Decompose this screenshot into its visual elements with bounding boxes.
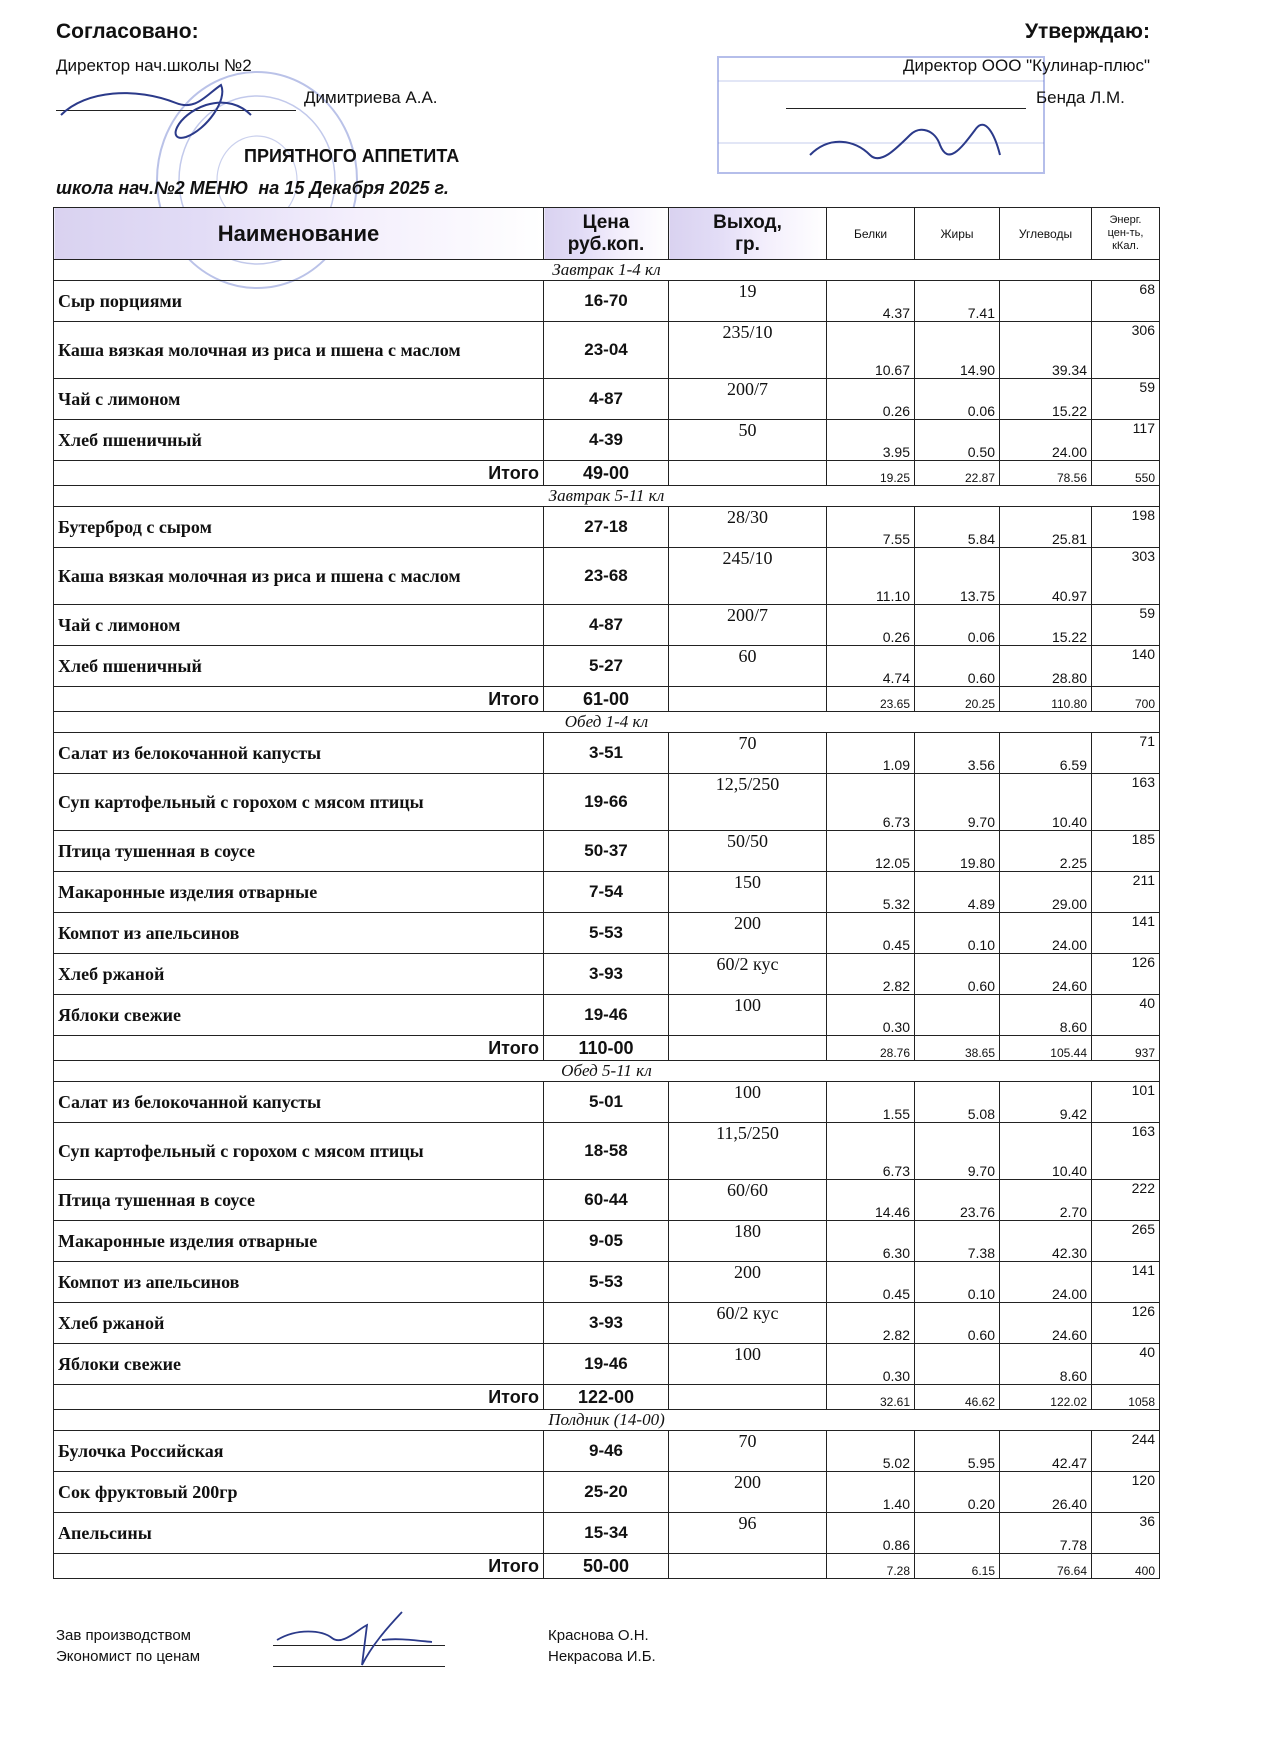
total-protein: 32.61 bbox=[827, 1385, 915, 1410]
dish-weight: 100 bbox=[669, 1082, 827, 1123]
total-label: Итого bbox=[54, 1385, 544, 1410]
dish-name: Сыр порциями bbox=[54, 281, 544, 322]
total-kcal: 1058 bbox=[1092, 1385, 1160, 1410]
dish-name: Хлеб пшеничный bbox=[54, 646, 544, 687]
dish-price: 16-70 bbox=[544, 281, 669, 322]
total-price: 49-00 bbox=[544, 461, 669, 486]
dish-price: 23-68 bbox=[544, 548, 669, 605]
total-row bbox=[54, 1036, 1160, 1061]
dish-name: Суп картофельный с горохом с мясом птицы bbox=[54, 774, 544, 831]
table-row bbox=[54, 548, 1160, 605]
section-title: Завтрак 5-11 кл bbox=[54, 486, 1160, 507]
table-row bbox=[54, 1082, 1160, 1123]
dish-kcal: 198 bbox=[1092, 507, 1160, 548]
table-row bbox=[54, 646, 1160, 687]
section-title: Обед 1-4 кл bbox=[54, 712, 1160, 733]
footer-name-1: Краснова О.Н. bbox=[548, 1627, 649, 1644]
dish-carbs: 8.60 bbox=[1000, 1344, 1092, 1385]
dish-kcal: 141 bbox=[1092, 1262, 1160, 1303]
total-carbs: 105.44 bbox=[1000, 1036, 1092, 1061]
dish-name: Чай с лимоном bbox=[54, 605, 544, 646]
dish-kcal: 101 bbox=[1092, 1082, 1160, 1123]
dish-weight: 60 bbox=[669, 646, 827, 687]
dish-carbs: 39.34 bbox=[1000, 322, 1092, 379]
section-title: Полдник (14-00) bbox=[54, 1410, 1160, 1431]
dish-name: Яблоки свежие bbox=[54, 1344, 544, 1385]
header-name-label: Наименование bbox=[217, 220, 380, 246]
dish-weight: 235/10 bbox=[669, 322, 827, 379]
agreed-signature bbox=[56, 75, 256, 150]
header-energy-l3: кКал. bbox=[1112, 240, 1139, 252]
total-fat: 46.62 bbox=[915, 1385, 1000, 1410]
dish-protein: 6.73 bbox=[827, 774, 915, 831]
dish-protein: 0.86 bbox=[827, 1513, 915, 1554]
total-weight-empty bbox=[669, 1036, 827, 1061]
dish-weight: 50/50 bbox=[669, 831, 827, 872]
dish-fat: 5.84 bbox=[915, 507, 1000, 548]
dish-protein: 4.37 bbox=[827, 281, 915, 322]
dish-weight: 70 bbox=[669, 733, 827, 774]
dish-kcal: 141 bbox=[1092, 913, 1160, 954]
total-weight-empty bbox=[669, 1385, 827, 1410]
total-row bbox=[54, 1554, 1160, 1579]
dish-name: Каша вязкая молочная из риса и пшена с маслом bbox=[54, 548, 544, 605]
dish-kcal: 244 bbox=[1092, 1431, 1160, 1472]
header-price-l1: Цена bbox=[582, 211, 630, 233]
total-fat: 38.65 bbox=[915, 1036, 1000, 1061]
dish-fat: 0.60 bbox=[915, 954, 1000, 995]
dish-protein: 2.82 bbox=[827, 954, 915, 995]
dish-kcal: 126 bbox=[1092, 1303, 1160, 1344]
table-row bbox=[54, 1123, 1160, 1180]
table-row bbox=[54, 1180, 1160, 1221]
dish-protein: 0.45 bbox=[827, 1262, 915, 1303]
dish-fat: 0.10 bbox=[915, 913, 1000, 954]
total-protein: 7.28 bbox=[827, 1554, 915, 1579]
footer-signature-line-2 bbox=[273, 1666, 445, 1667]
footer-role-2: Экономист по ценам bbox=[56, 1648, 201, 1665]
dish-kcal: 211 bbox=[1092, 872, 1160, 913]
dish-price: 5-27 bbox=[544, 646, 669, 687]
dish-price: 5-01 bbox=[544, 1082, 669, 1123]
dish-price: 4-39 bbox=[544, 420, 669, 461]
dish-name: Булочка Российская bbox=[54, 1431, 544, 1472]
dish-carbs: 42.47 bbox=[1000, 1431, 1092, 1472]
total-price: 122-00 bbox=[544, 1385, 669, 1410]
dish-carbs: 6.59 bbox=[1000, 733, 1092, 774]
approve-name: Бенда Л.М. bbox=[1036, 88, 1125, 107]
footer-signature-line-1 bbox=[273, 1645, 445, 1646]
table-row bbox=[54, 774, 1160, 831]
total-kcal: 937 bbox=[1092, 1036, 1160, 1061]
table-row bbox=[54, 281, 1160, 322]
agreed-signature-line bbox=[56, 110, 296, 111]
header-energy-l1: Энерг. bbox=[1109, 214, 1142, 226]
dish-price: 50-37 bbox=[544, 831, 669, 872]
table-row bbox=[54, 831, 1160, 872]
dish-weight: 150 bbox=[669, 872, 827, 913]
total-price: 50-00 bbox=[544, 1554, 669, 1579]
dish-name: Хлеб ржаной bbox=[54, 954, 544, 995]
dish-weight: 180 bbox=[669, 1221, 827, 1262]
dish-carbs: 2.70 bbox=[1000, 1180, 1092, 1221]
dish-fat: 7.41 bbox=[915, 281, 1000, 322]
approve-role: Директор ООО "Кулинар-плюс" bbox=[902, 56, 1150, 75]
dish-price: 4-87 bbox=[544, 379, 669, 420]
dish-name: Чай с лимоном bbox=[54, 379, 544, 420]
table-row bbox=[54, 1472, 1160, 1513]
footer-name-2: Некрасова И.Б. bbox=[548, 1648, 656, 1665]
dish-price: 9-05 bbox=[544, 1221, 669, 1262]
dish-carbs: 26.40 bbox=[1000, 1472, 1092, 1513]
dish-name: Бутерброд с сыром bbox=[54, 507, 544, 548]
dish-kcal: 163 bbox=[1092, 774, 1160, 831]
dish-weight: 100 bbox=[669, 995, 827, 1036]
table-row bbox=[54, 605, 1160, 646]
dish-carbs: 24.60 bbox=[1000, 954, 1092, 995]
dish-price: 60-44 bbox=[544, 1180, 669, 1221]
total-weight-empty bbox=[669, 687, 827, 712]
dish-protein: 5.32 bbox=[827, 872, 915, 913]
greeting-title: ПРИЯТНОГО АППЕТИТА bbox=[244, 146, 460, 166]
header-energy bbox=[1092, 208, 1160, 260]
dish-kcal: 303 bbox=[1092, 548, 1160, 605]
total-label: Итого bbox=[54, 461, 544, 486]
dish-fat: 0.20 bbox=[915, 1472, 1000, 1513]
total-price: 110-00 bbox=[544, 1036, 669, 1061]
total-carbs: 76.64 bbox=[1000, 1554, 1092, 1579]
dish-protein: 14.46 bbox=[827, 1180, 915, 1221]
table-row bbox=[54, 1344, 1160, 1385]
dish-protein: 12.05 bbox=[827, 831, 915, 872]
dish-fat: 5.95 bbox=[915, 1431, 1000, 1472]
dish-protein: 1.40 bbox=[827, 1472, 915, 1513]
table-row bbox=[54, 954, 1160, 995]
dish-kcal: 222 bbox=[1092, 1180, 1160, 1221]
dish-fat: 9.70 bbox=[915, 1123, 1000, 1180]
total-weight-empty bbox=[669, 1554, 827, 1579]
total-protein: 19.25 bbox=[827, 461, 915, 486]
dish-carbs: 24.00 bbox=[1000, 420, 1092, 461]
dish-price: 3-51 bbox=[544, 733, 669, 774]
dish-weight: 100 bbox=[669, 1344, 827, 1385]
table-row bbox=[54, 872, 1160, 913]
dish-kcal: 117 bbox=[1092, 420, 1160, 461]
section-header-row bbox=[54, 1061, 1160, 1082]
dish-fat bbox=[915, 1513, 1000, 1554]
table-row bbox=[54, 420, 1160, 461]
dish-protein: 6.30 bbox=[827, 1221, 915, 1262]
table-row bbox=[54, 1262, 1160, 1303]
dish-kcal: 185 bbox=[1092, 831, 1160, 872]
dish-protein: 5.02 bbox=[827, 1431, 915, 1472]
section-title: Завтрак 1-4 кл bbox=[54, 260, 1160, 281]
dish-price: 5-53 bbox=[544, 913, 669, 954]
dish-carbs: 10.40 bbox=[1000, 774, 1092, 831]
dish-carbs: 28.80 bbox=[1000, 646, 1092, 687]
total-fat: 20.25 bbox=[915, 687, 1000, 712]
table-row bbox=[54, 995, 1160, 1036]
dish-carbs: 15.22 bbox=[1000, 379, 1092, 420]
dish-weight: 60/2 кус bbox=[669, 1303, 827, 1344]
header-weight bbox=[669, 208, 827, 260]
total-label: Итого bbox=[54, 1554, 544, 1579]
section-title: Обед 5-11 кл bbox=[54, 1061, 1160, 1082]
dish-carbs: 2.25 bbox=[1000, 831, 1092, 872]
dish-carbs: 7.78 bbox=[1000, 1513, 1092, 1554]
dish-kcal: 68 bbox=[1092, 281, 1160, 322]
dish-price: 9-46 bbox=[544, 1431, 669, 1472]
approve-title: Утверждаю: bbox=[1024, 20, 1150, 43]
dish-price: 3-93 bbox=[544, 1303, 669, 1344]
dish-name: Хлеб ржаной bbox=[54, 1303, 544, 1344]
total-fat: 6.15 bbox=[915, 1554, 1000, 1579]
dish-fat: 14.90 bbox=[915, 322, 1000, 379]
dish-carbs: 24.00 bbox=[1000, 1262, 1092, 1303]
dish-carbs: 25.81 bbox=[1000, 507, 1092, 548]
header-weight-l2: гр. bbox=[735, 233, 760, 255]
dish-weight: 19 bbox=[669, 281, 827, 322]
dish-price: 19-66 bbox=[544, 774, 669, 831]
dish-fat: 9.70 bbox=[915, 774, 1000, 831]
table-row bbox=[54, 507, 1160, 548]
dish-fat: 0.06 bbox=[915, 605, 1000, 646]
table-row bbox=[54, 1303, 1160, 1344]
dish-price: 4-87 bbox=[544, 605, 669, 646]
total-kcal: 550 bbox=[1092, 461, 1160, 486]
dish-carbs: 24.00 bbox=[1000, 913, 1092, 954]
section-header-row bbox=[54, 1410, 1160, 1431]
dish-kcal: 71 bbox=[1092, 733, 1160, 774]
dish-carbs: 15.22 bbox=[1000, 605, 1092, 646]
dish-weight: 200/7 bbox=[669, 605, 827, 646]
dish-fat: 0.10 bbox=[915, 1262, 1000, 1303]
total-label: Итого bbox=[54, 1036, 544, 1061]
dish-price: 19-46 bbox=[544, 1344, 669, 1385]
dish-name: Салат из белокочанной капусты bbox=[54, 1082, 544, 1123]
dish-price: 19-46 bbox=[544, 995, 669, 1036]
total-carbs: 110.80 bbox=[1000, 687, 1092, 712]
dish-weight: 11,5/250 bbox=[669, 1123, 827, 1180]
dish-weight: 12,5/250 bbox=[669, 774, 827, 831]
dish-carbs: 40.97 bbox=[1000, 548, 1092, 605]
dish-protein: 0.45 bbox=[827, 913, 915, 954]
header-protein: Белки bbox=[827, 208, 915, 260]
agreed-name: Димитриева А.А. bbox=[304, 88, 438, 107]
total-carbs: 122.02 bbox=[1000, 1385, 1092, 1410]
menu-table bbox=[53, 207, 1160, 1579]
dish-fat: 19.80 bbox=[915, 831, 1000, 872]
dish-carbs: 8.60 bbox=[1000, 995, 1092, 1036]
dish-protein: 1.55 bbox=[827, 1082, 915, 1123]
table-row bbox=[54, 379, 1160, 420]
dish-weight: 60/2 кус bbox=[669, 954, 827, 995]
section-header-row bbox=[54, 712, 1160, 733]
dish-name: Суп картофельный с горохом с мясом птицы bbox=[54, 1123, 544, 1180]
dish-weight: 28/30 bbox=[669, 507, 827, 548]
dish-kcal: 140 bbox=[1092, 646, 1160, 687]
dish-kcal: 306 bbox=[1092, 322, 1160, 379]
footer-role-1: Зав производством bbox=[56, 1627, 191, 1644]
table-row bbox=[54, 1431, 1160, 1472]
header-fat: Жиры bbox=[915, 208, 1000, 260]
dish-price: 7-54 bbox=[544, 872, 669, 913]
dish-kcal: 59 bbox=[1092, 605, 1160, 646]
dish-fat: 4.89 bbox=[915, 872, 1000, 913]
dish-weight: 200/7 bbox=[669, 379, 827, 420]
dish-fat: 5.08 bbox=[915, 1082, 1000, 1123]
dish-protein: 10.67 bbox=[827, 322, 915, 379]
total-label: Итого bbox=[54, 687, 544, 712]
total-kcal: 700 bbox=[1092, 687, 1160, 712]
dish-name: Птица тушенная в соусе bbox=[54, 831, 544, 872]
header-price bbox=[544, 208, 669, 260]
dish-price: 3-93 bbox=[544, 954, 669, 995]
table-row bbox=[54, 913, 1160, 954]
agreed-role: Директор нач.школы №2 bbox=[56, 56, 252, 75]
dish-kcal: 40 bbox=[1092, 1344, 1160, 1385]
dish-weight: 50 bbox=[669, 420, 827, 461]
table-row bbox=[54, 1221, 1160, 1262]
dish-carbs: 42.30 bbox=[1000, 1221, 1092, 1262]
dish-price: 27-18 bbox=[544, 507, 669, 548]
dish-price: 23-04 bbox=[544, 322, 669, 379]
total-fat: 22.87 bbox=[915, 461, 1000, 486]
agreed-title: Согласовано: bbox=[56, 20, 199, 43]
header-carbs: Углеводы bbox=[1000, 208, 1092, 260]
section-header-row bbox=[54, 260, 1160, 281]
dish-weight: 200 bbox=[669, 1472, 827, 1513]
total-row bbox=[54, 1385, 1160, 1410]
total-weight-empty bbox=[669, 461, 827, 486]
table-row bbox=[54, 1513, 1160, 1554]
dish-weight: 200 bbox=[669, 913, 827, 954]
dish-name: Каша вязкая молочная из риса и пшена с маслом bbox=[54, 322, 544, 379]
menu-subtitle: школа нач.№2 МЕНЮ на 15 Декабря 2025 г. bbox=[56, 178, 449, 198]
dish-weight: 60/60 bbox=[669, 1180, 827, 1221]
dish-protein: 0.30 bbox=[827, 1344, 915, 1385]
dish-protein: 0.26 bbox=[827, 605, 915, 646]
dish-fat: 0.60 bbox=[915, 646, 1000, 687]
dish-protein: 0.30 bbox=[827, 995, 915, 1036]
dish-fat bbox=[915, 995, 1000, 1036]
dish-protein: 4.74 bbox=[827, 646, 915, 687]
header-name bbox=[54, 208, 544, 260]
dish-name: Хлеб пшеничный bbox=[54, 420, 544, 461]
table-row bbox=[54, 322, 1160, 379]
dish-kcal: 36 bbox=[1092, 1513, 1160, 1554]
dish-name: Апельсины bbox=[54, 1513, 544, 1554]
dish-name: Сок фруктовый 200гр bbox=[54, 1472, 544, 1513]
footer-signature bbox=[272, 1600, 442, 1675]
header-price-l2: руб.коп. bbox=[567, 233, 645, 255]
dish-weight: 70 bbox=[669, 1431, 827, 1472]
table-row bbox=[54, 733, 1160, 774]
dish-name: Яблоки свежие bbox=[54, 995, 544, 1036]
dish-fat: 0.60 bbox=[915, 1303, 1000, 1344]
dish-price: 5-53 bbox=[544, 1262, 669, 1303]
dish-kcal: 40 bbox=[1092, 995, 1160, 1036]
header-energy-l2: цен-ть, bbox=[1107, 227, 1144, 239]
dish-protein: 3.95 bbox=[827, 420, 915, 461]
dish-fat: 7.38 bbox=[915, 1221, 1000, 1262]
dish-kcal: 265 bbox=[1092, 1221, 1160, 1262]
total-row bbox=[54, 461, 1160, 486]
total-protein: 23.65 bbox=[827, 687, 915, 712]
dish-protein: 1.09 bbox=[827, 733, 915, 774]
dish-fat: 3.56 bbox=[915, 733, 1000, 774]
dish-name: Макаронные изделия отварные bbox=[54, 1221, 544, 1262]
dish-fat: 13.75 bbox=[915, 548, 1000, 605]
dish-protein: 11.10 bbox=[827, 548, 915, 605]
dish-name: Салат из белокочанной капусты bbox=[54, 733, 544, 774]
dish-carbs: 24.60 bbox=[1000, 1303, 1092, 1344]
section-header-row bbox=[54, 486, 1160, 507]
dish-price: 25-20 bbox=[544, 1472, 669, 1513]
total-row bbox=[54, 687, 1160, 712]
dish-protein: 6.73 bbox=[827, 1123, 915, 1180]
dish-fat bbox=[915, 1344, 1000, 1385]
dish-fat: 0.50 bbox=[915, 420, 1000, 461]
header-weight-l1: Выход, bbox=[713, 211, 782, 233]
total-carbs: 78.56 bbox=[1000, 461, 1092, 486]
dish-name: Компот из апельсинов bbox=[54, 1262, 544, 1303]
dish-name: Птица тушенная в соусе bbox=[54, 1180, 544, 1221]
dish-weight: 245/10 bbox=[669, 548, 827, 605]
dish-weight: 96 bbox=[669, 1513, 827, 1554]
dish-carbs bbox=[1000, 281, 1092, 322]
dish-protein: 7.55 bbox=[827, 507, 915, 548]
dish-weight: 200 bbox=[669, 1262, 827, 1303]
dish-fat: 23.76 bbox=[915, 1180, 1000, 1221]
dish-protein: 2.82 bbox=[827, 1303, 915, 1344]
total-price: 61-00 bbox=[544, 687, 669, 712]
approve-signature-line bbox=[786, 108, 1026, 109]
dish-price: 15-34 bbox=[544, 1513, 669, 1554]
dish-carbs: 9.42 bbox=[1000, 1082, 1092, 1123]
dish-kcal: 120 bbox=[1092, 1472, 1160, 1513]
dish-carbs: 29.00 bbox=[1000, 872, 1092, 913]
dish-carbs: 10.40 bbox=[1000, 1123, 1092, 1180]
dish-kcal: 126 bbox=[1092, 954, 1160, 995]
dish-kcal: 59 bbox=[1092, 379, 1160, 420]
total-kcal: 400 bbox=[1092, 1554, 1160, 1579]
dish-kcal: 163 bbox=[1092, 1123, 1160, 1180]
total-protein: 28.76 bbox=[827, 1036, 915, 1061]
dish-name: Компот из апельсинов bbox=[54, 913, 544, 954]
dish-fat: 0.06 bbox=[915, 379, 1000, 420]
dish-protein: 0.26 bbox=[827, 379, 915, 420]
dish-name: Макаронные изделия отварные bbox=[54, 872, 544, 913]
approve-signature bbox=[800, 95, 1010, 190]
dish-price: 18-58 bbox=[544, 1123, 669, 1180]
menu-body bbox=[54, 260, 1160, 1579]
